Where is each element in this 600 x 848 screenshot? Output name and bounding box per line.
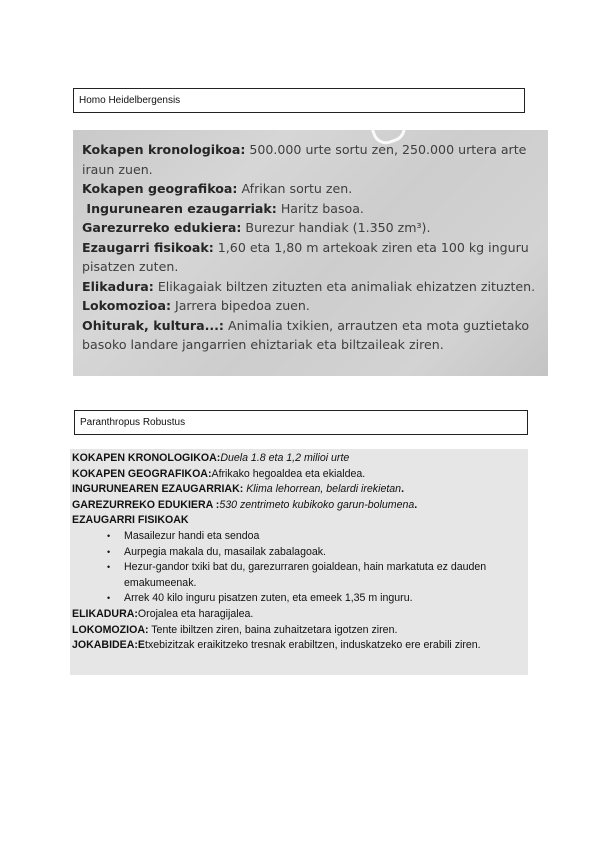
image-line: Ingurunearen ezaugarriak: Haritz basoa. — [82, 200, 364, 216]
physical-heading: EZAUGARRI FISIKOAK — [72, 514, 189, 527]
image-line: Ohiturak, kultura...: Animalia txikien, arrautzen eta mota guztietako basoko landare jangarrien ehiztariak eta biltzaileak ziren. — [82, 317, 530, 352]
list-item: • Arrek 40 kilo inguru pisatzen zuten, eta emeek 1,35 m inguru. — [72, 591, 526, 607]
geography-line: KOKAPEN GEOGRAFIKOA:Afrikako hegoaldea eta ekialdea. — [72, 467, 366, 480]
section-title: Paranthropus Robustus — [80, 417, 186, 428]
bullet-icon: • — [107, 593, 111, 604]
environment-line: INGURUNEAREN EZAUGARRIAK: Klima lehorrean, belardi irekietan. — [72, 483, 405, 496]
food-line: ELIKADURA:Orojalea eta haragijalea. — [72, 607, 254, 620]
bullet-icon: • — [107, 562, 111, 573]
image-line: Kokapen geografikoa: Afrikan sortu zen. — [82, 181, 353, 196]
physical-list — [72, 529, 526, 607]
image-text — [82, 140, 544, 355]
info-card — [70, 449, 528, 675]
locomotion-line: LOKOMOZIOA: Tente ibiltzen ziren, baina zuhaitzetara igotzen ziren. — [72, 623, 398, 636]
image-line: Lokomozioa: Jarrera bipedoa zuen. — [82, 298, 310, 313]
info-image — [73, 130, 548, 376]
image-line: Kokapen kronologikoa: 500.000 urte sortu zen, 250.000 urtera arte iraun zuen. — [82, 142, 527, 177]
info-text — [72, 451, 526, 654]
bullet-icon: • — [107, 530, 111, 541]
image-line: Elikadura: Elikagaiak biltzen zituzten eta animaliak ehizatzen zituzten. — [82, 278, 536, 294]
bullet-icon: • — [107, 546, 111, 557]
list-item: • Aurpegia makala du, masailak zabalagoak. — [72, 545, 526, 561]
image-line: Garezurreko edukiera: Burezur handiak (1.350 zm³). — [82, 220, 431, 235]
chronology-line: KOKAPEN KRONOLOGIKOA:Duela 1.8 eta 1,2 milioi urte — [72, 452, 350, 464]
list-item: • Masailezur handi eta sendoa — [72, 529, 526, 545]
image-line: Ezaugarri fisikoak: 1,60 eta 1,80 m artekoak ziren eta 100 kg inguru pisatzen zuten. — [82, 239, 529, 274]
skull-line: GAREZURREKO EDUKIERA :530 zentrimeto kubikoko garun-bolumena. — [72, 498, 418, 511]
section-title-box — [73, 88, 525, 113]
section-title: Homo Heidelbergensis — [79, 95, 181, 106]
behaviour-line: JOKABIDEA:Etxebizitzak eraikitzeko tresnak erabiltzen, induskatzeko ere erabili ziren. — [72, 639, 481, 652]
section-title-box — [74, 410, 528, 435]
list-item: • Hezur-gandor txiki bat du, garezurraren goialdean, hain markatuta ez dauden emakumeenak. — [107, 561, 487, 589]
